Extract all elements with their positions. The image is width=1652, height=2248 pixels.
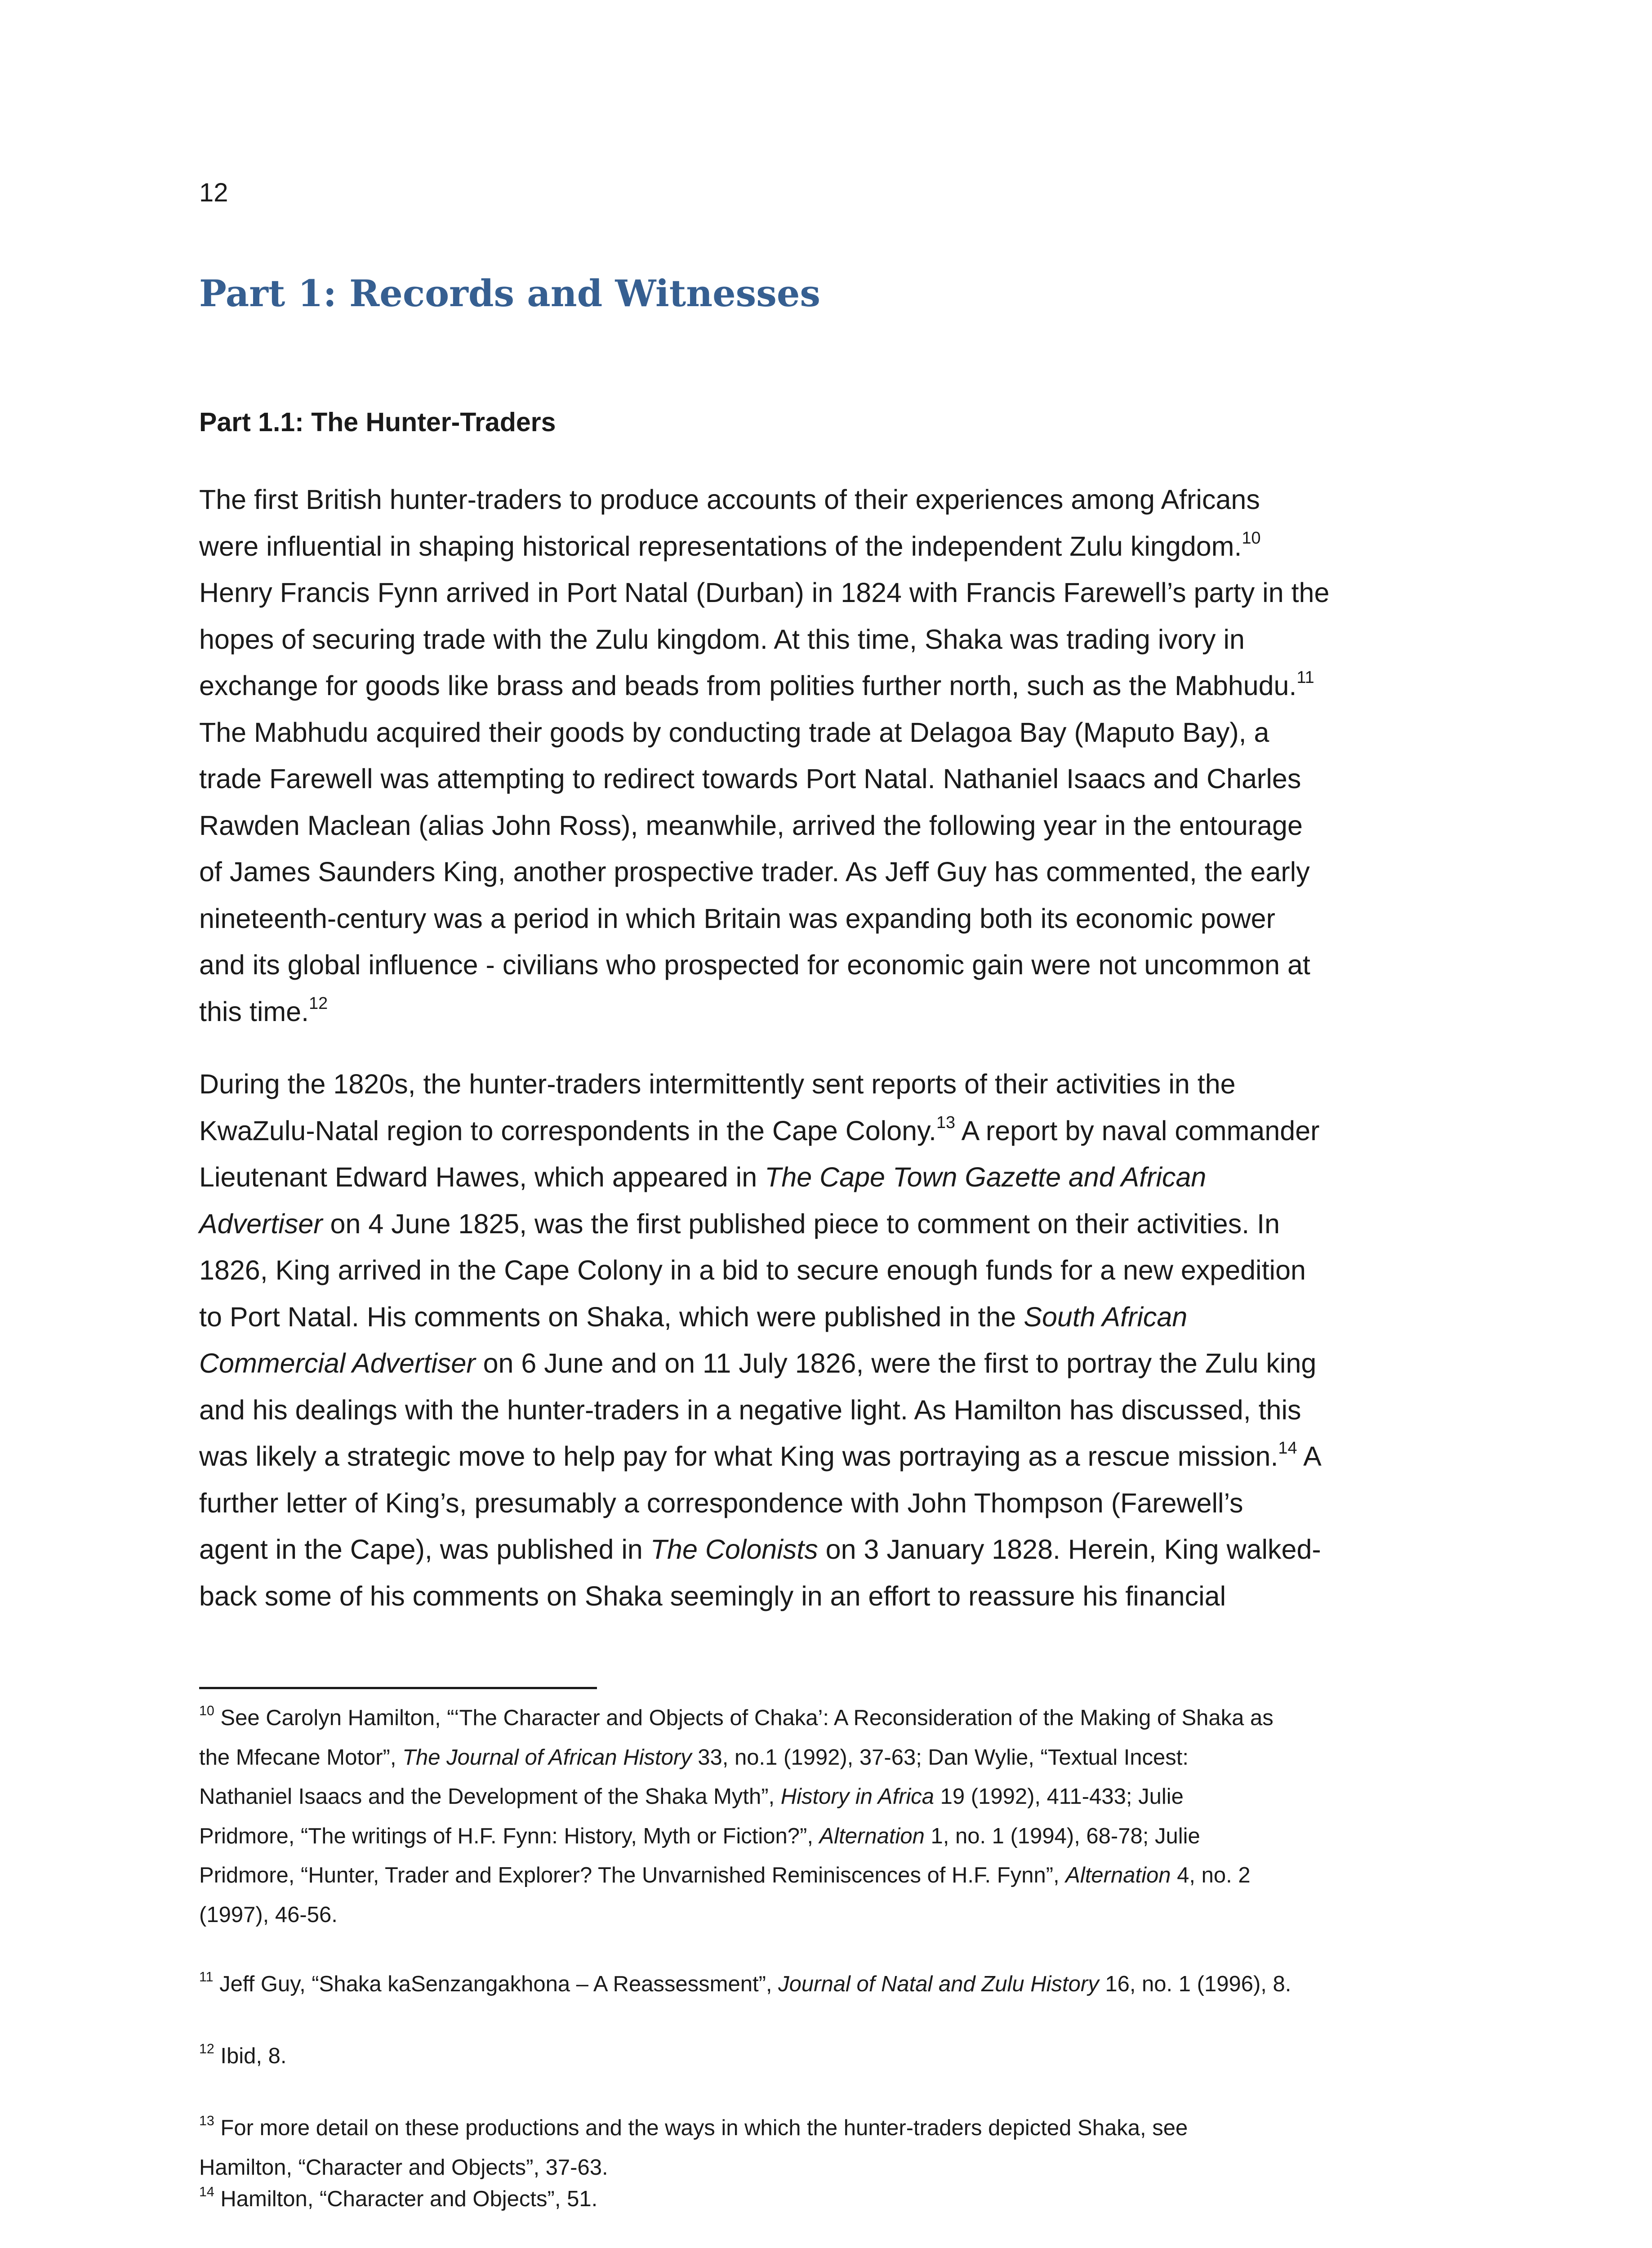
- text-line: [199, 1108, 1453, 1155]
- text-line: [199, 1433, 1453, 1480]
- text-run: Pridmore, “The writings of H.F. Fynn: History, Myth or Fiction?”,: [199, 1824, 819, 1848]
- body-paragraph-1: [199, 477, 1453, 1035]
- text-line: [199, 570, 1453, 616]
- text-line: [199, 2109, 1188, 2148]
- italic-text: Journal of Natal and Zulu History: [778, 1972, 1099, 1996]
- text-run: 1826, King arrived in the Cape Colony in a bid to secure enough funds for a new expedition: [199, 1255, 1306, 1285]
- text-run: on 6 June and on 11 July 1826, were the first to portray the Zulu king: [475, 1348, 1317, 1378]
- text-line: [199, 1699, 1274, 1738]
- text-run: were influential in shaping historical representations of the independent Zulu kingdom.: [199, 531, 1242, 562]
- footnote-11: [199, 1965, 1291, 2004]
- text-run: Hamilton, “Character and Objects”, 51.: [214, 2187, 598, 2211]
- text-line: [199, 1738, 1274, 1778]
- text-run: Henry Francis Fynn arrived in Port Natal (Durban) in 1824 with Francis Farewell’s party in the: [199, 577, 1330, 608]
- text-line: [199, 523, 1453, 570]
- text-run: further letter of King’s, presumably a correspondence with John Thompson (Farewell’s: [199, 1487, 1243, 1518]
- text-line: [199, 1247, 1453, 1294]
- italic-text: Advertiser: [199, 1208, 323, 1239]
- text-run: See Carolyn Hamilton, “‘The Character and Objects of Chaka’: A Reconsideration of the Making of Shaka as: [214, 1706, 1274, 1730]
- italic-text: The Cape Town Gazette and African: [765, 1162, 1207, 1192]
- italic-text: The Journal of African History: [402, 1745, 692, 1770]
- text-run: on 4 June 1825, was the first published piece to comment on their activities. In: [322, 1208, 1280, 1239]
- text-line: [199, 1201, 1453, 1248]
- text-run: KwaZulu-Natal region to correspondents in the Cape Colony.: [199, 1115, 937, 1146]
- text-run: The Mabhudu acquired their goods by conducting trade at Delagoa Bay (Maputo Bay), a: [199, 717, 1269, 748]
- text-line: [199, 942, 1453, 989]
- footnote-marker: 14: [1278, 1438, 1297, 1458]
- italic-text: Commercial Advertiser: [199, 1348, 476, 1378]
- text-line: [199, 1965, 1291, 2004]
- italic-text: Alternation: [1065, 1863, 1171, 1887]
- text-run: hopes of securing trade with the Zulu kingdom. At this time, Shaka was trading ivory in: [199, 624, 1245, 655]
- text-run: of James Saunders King, another prospective trader. As Jeff Guy has commented, the early: [199, 856, 1310, 887]
- italic-text: South African: [1024, 1301, 1188, 1332]
- text-run: 33, no.1 (1992), 37-63; Dan Wylie, “Textual Incest:: [691, 1745, 1189, 1770]
- text-run: Pridmore, “Hunter, Trader and Explorer? The Unvarnished Reminiscences of H.F. Fynn”,: [199, 1863, 1066, 1887]
- text-line: [199, 756, 1453, 803]
- footnote-marker: 10: [199, 1703, 214, 1719]
- text-run: and his dealings with the hunter-traders in a negative light. As Hamilton has discussed, this: [199, 1394, 1301, 1425]
- text-line: [199, 849, 1453, 896]
- text-run: the Mfecane Motor”,: [199, 1745, 403, 1770]
- text-run: 1, no. 1 (1994), 68-78; Julie: [924, 1824, 1200, 1848]
- text-run: Nathaniel Isaacs and the Development of the Shaka Myth”,: [199, 1784, 781, 1809]
- footnote-marker: 14: [199, 2184, 214, 2200]
- text-run: 16, no. 1 (1996), 8.: [1099, 1972, 1291, 1996]
- text-run: trade Farewell was attempting to redirect towards Port Natal. Nathaniel Isaacs and Charles: [199, 763, 1301, 794]
- footnote-13: [199, 2109, 1188, 2187]
- footnote-marker: 11: [199, 1969, 214, 1985]
- text-line: [199, 2037, 287, 2076]
- text-run: nineteenth-century was a period in which Britain was expanding both its economic power: [199, 903, 1275, 934]
- part-heading: Part 1: Records and Witnesses: [199, 272, 820, 315]
- text-line: [199, 477, 1453, 523]
- text-run: and its global influence - civilians who prospected for economic gain were not uncommon at: [199, 950, 1310, 980]
- text-line: [199, 1856, 1274, 1896]
- footnote-marker: 12: [309, 994, 328, 1013]
- text-run: on 3 January 1828. Herein, King walked-: [818, 1534, 1321, 1565]
- italic-text: History in Africa: [780, 1784, 935, 1809]
- text-line: [199, 1573, 1453, 1620]
- text-run: this time.: [199, 996, 309, 1027]
- text-run: A: [1297, 1441, 1322, 1472]
- text-line: [199, 803, 1453, 849]
- text-run: For more detail on these productions and the ways in which the hunter-traders depicted Shaka, see: [214, 2116, 1188, 2140]
- text-run: 4, no. 2: [1171, 1863, 1251, 1887]
- footnote-12: [199, 2037, 287, 2076]
- text-line: [199, 1480, 1453, 1527]
- footnote-separator: [199, 1687, 597, 1689]
- footnote-marker: 13: [936, 1113, 956, 1132]
- text-line: [199, 1777, 1274, 1817]
- italic-text: The Colonists: [650, 1534, 818, 1565]
- text-run: (1997), 46-56.: [199, 1902, 338, 1927]
- text-run: back some of his comments on Shaka seemingly in an effort to reassure his financial: [199, 1580, 1226, 1611]
- footnote-14: [199, 2180, 597, 2219]
- text-run: was likely a strategic move to help pay for what King was portraying as a rescue mission.: [199, 1441, 1278, 1472]
- footnote-marker: 12: [199, 2041, 214, 2057]
- text-run: Jeff Guy, “Shaka kaSenzangakhona – A Reassessment”,: [213, 1972, 779, 1996]
- text-line: [199, 709, 1453, 756]
- section-heading: Part 1.1: The Hunter-Traders: [199, 407, 556, 437]
- footnote-10: [199, 1699, 1274, 1935]
- italic-text: Alternation: [819, 1824, 925, 1848]
- text-line: [199, 1896, 1274, 1935]
- text-run: Lieutenant Edward Hawes, which appeared in: [199, 1162, 765, 1192]
- text-run: to Port Natal. His comments on Shaka, which were published in the: [199, 1301, 1024, 1332]
- text-line: [199, 1061, 1453, 1108]
- text-run: exchange for goods like brass and beads from polities further north, such as the Mabhudu.: [199, 670, 1297, 701]
- text-line: [199, 1340, 1453, 1387]
- text-run: agent in the Cape), was published in: [199, 1534, 650, 1565]
- text-run: Ibid, 8.: [214, 2044, 287, 2068]
- text-line: [199, 616, 1453, 663]
- body-paragraph-2: [199, 1061, 1453, 1619]
- text-line: [199, 663, 1453, 709]
- text-line: [199, 989, 1453, 1035]
- footnote-marker: 10: [1242, 528, 1261, 548]
- text-line: [199, 1294, 1453, 1341]
- text-run: Rawden Maclean (alias John Ross), meanwhile, arrived the following year in the entourage: [199, 810, 1303, 841]
- text-line: [199, 1817, 1274, 1856]
- text-run: 19 (1992), 411-433; Julie: [934, 1784, 1184, 1809]
- text-line: [199, 896, 1453, 942]
- text-run: A report by naval commander: [955, 1115, 1320, 1146]
- text-run: Hamilton, “Character and Objects”, 37-63.: [199, 2155, 608, 2180]
- text-line: [199, 1387, 1453, 1434]
- text-run: During the 1820s, the hunter-traders intermittently sent reports of their activities in the: [199, 1069, 1236, 1099]
- page-number: 12: [199, 178, 228, 207]
- text-line: [199, 1154, 1453, 1201]
- text-line: [199, 2180, 597, 2219]
- text-run: The first British hunter-traders to produce accounts of their experiences among Africans: [199, 484, 1260, 515]
- footnote-marker: 11: [1296, 668, 1314, 687]
- text-line: [199, 1526, 1453, 1573]
- footnote-marker: 13: [199, 2113, 214, 2129]
